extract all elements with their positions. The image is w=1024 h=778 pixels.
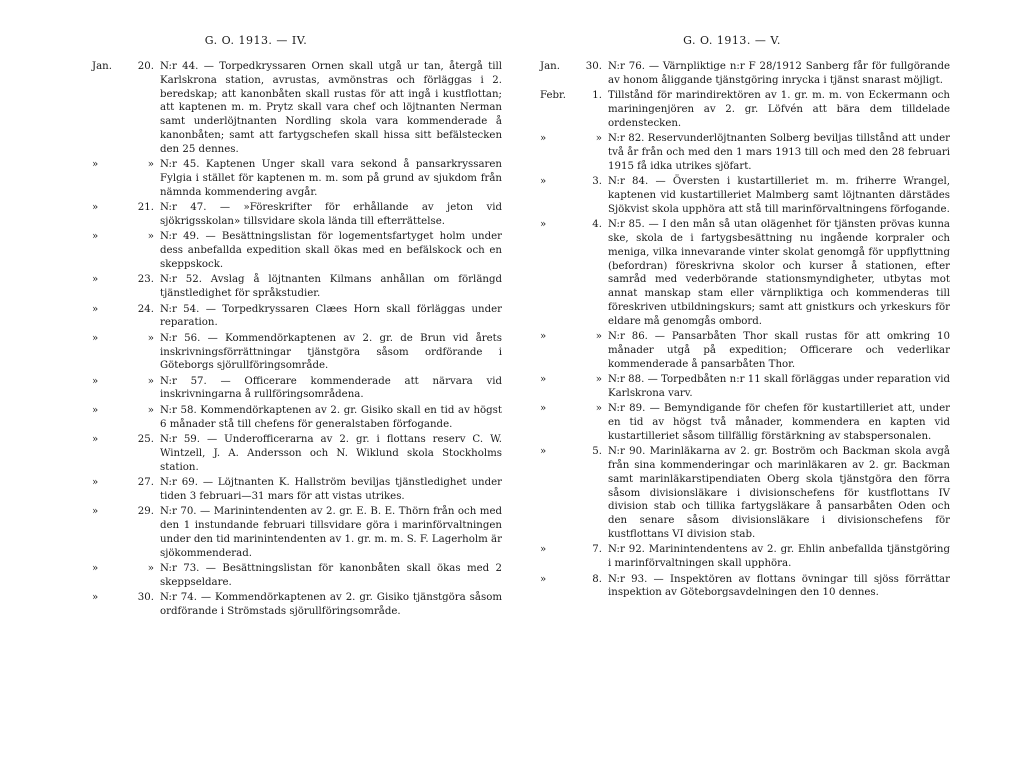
list-item <box>540 132 950 173</box>
entry-text: N:r 54. — Torpedkryssaren Clæes Horn skall förläggas under reparation. <box>160 303 502 329</box>
entry-month: Jan. <box>92 61 112 72</box>
entry-day: » <box>595 403 602 415</box>
list-item <box>540 573 950 601</box>
entry-text: N:r 82. Reservunderlöjtnanten Solberg beviljas tillstånd att under två år från och med den 1 mars 1913 till och med den 28 februari 1915 få idka utrikes sjöfart. <box>608 133 950 172</box>
entry-text: N:r 89. — Bemyndigande för chefen för kustartilleriet att, under en tid av högst två månader, kommendera en kapten vid kustartilleriet såsom tillfällig förstärkning av stabspersonalen. <box>608 403 950 442</box>
entry-day: 30. <box>137 592 154 604</box>
entry-day: » <box>147 332 154 344</box>
entry-month: Jan. <box>540 61 560 72</box>
entry-month: » <box>540 374 547 386</box>
entry-text: N:r 92. Marinintendentens av 2. gr. Ehlin anbefallda tjänstgöring i marinförvaltningen skall upphöra. <box>608 544 950 570</box>
entry-day: 3. <box>592 176 602 188</box>
entry-text: N:r 88. — Torpedbåten n:r 11 skall förläggas under reparation vid Karlskrona varv. <box>608 374 950 399</box>
entry-list <box>540 60 950 602</box>
entry-month: » <box>92 434 99 446</box>
entry-month: » <box>540 403 547 415</box>
entry-text: N:r 70. — Marinintendenten av 2. gr. E. B. E. Thörn från och med den 1 instundande februari tillsvidare göra i marinförvaltningen under den tid marinintendenten av 1. gr. m. m. S. F. Lagerholm är sjökommenderad. <box>160 506 502 559</box>
entry-month: » <box>540 133 547 145</box>
entry-day: 8. <box>592 573 602 585</box>
entry-day: » <box>147 563 154 575</box>
list-item <box>540 445 950 542</box>
list-item <box>540 402 950 443</box>
entry-day: 21. <box>137 202 154 214</box>
entry-month: » <box>92 159 99 171</box>
entry-text: N:r 76. — Värnpliktige n:r F 28/1912 Sanberg får för fullgörande av honom åliggande tjänstgöring inrycka i tjänst snarast möjligt. <box>608 61 950 86</box>
entry-text: N:r 74. — Kommendörkaptenen av 2. gr. Gisiko tjänstgöra såsom ordförande i Strömstads sjörullföringsområde. <box>160 592 502 617</box>
entry-month: » <box>540 176 547 188</box>
entry-day: 27. <box>137 477 154 489</box>
entry-text: N:r 45. Kaptenen Unger skall vara sekond å pansarkryssaren Fylgia i stället för kaptenen m. m. som på grund av sjukdom från nämnda kommendering avgår. <box>160 159 502 198</box>
right-page <box>512 0 1024 778</box>
entry-day: 30. <box>585 61 602 72</box>
page-header: G. O. 1913. — V. <box>683 34 781 47</box>
entry-day: 29. <box>137 506 154 518</box>
entry-text: N:r 86. — Pansarbåten Thor skall rustas för att omkring 10 månader utgå på expedition; Officerare och vederlikar kommenderade å pansarbåten Thor. <box>608 331 950 370</box>
list-item <box>92 476 502 504</box>
list-item <box>540 89 950 130</box>
list-item <box>92 433 502 474</box>
entry-text: N:r 69. — Löjtnanten K. Hallström beviljas tjänstledighet under tiden 3 februari—31 mars för att vistas utrikes. <box>160 477 502 502</box>
list-item <box>92 303 502 331</box>
list-item <box>92 562 502 590</box>
entry-day: » <box>595 133 602 145</box>
entry-day: 23. <box>137 274 154 286</box>
entry-day: » <box>595 374 602 386</box>
entry-text: N:r 90. Marinläkarna av 2. gr. Boström och Backman skola avgå från sina kommenderingar och marinläkaren av 2. gr. Backman samt marinläkarstipendiaten Oberg skola tjänstgöra den förra såsom divisionsläkare i divisionschefens för kustflottans IV division stab och tillika fartygsläkare å pansarbåten Oden och den senare såsom divisionsläkare i divisionschefens för kustflottans VI division stab. <box>608 446 950 541</box>
entry-day: 7. <box>592 544 602 556</box>
entry-month: » <box>92 375 99 387</box>
list-item <box>92 505 502 560</box>
entry-day: 1. <box>592 90 602 102</box>
entry-month: » <box>92 274 99 286</box>
entry-text: N:r 93. — Inspektören av flottans övningar till sjöss förrättar inspektion av Göteborgsavdelningen den 10 dennes. <box>608 573 950 599</box>
entry-day: 25. <box>137 434 154 446</box>
entry-text: N:r 84. — Översten i kustartilleriet m. m. friherre Wrangel, kaptenen vid kustartilleriet Malmberg samt löjtnanten därstädes Sjökvist skola upphöra att stå till marinförvaltningens förfogande. <box>608 176 950 215</box>
entry-month: » <box>540 219 547 231</box>
entry-day: » <box>147 375 154 387</box>
list-item <box>92 404 502 432</box>
entry-day: » <box>595 331 602 343</box>
entry-month: » <box>92 404 99 416</box>
entry-month: » <box>92 332 99 344</box>
entry-text: N:r 59. — Underofficerarna av 2. gr. i flottans reserv C. W. Wintzell, J. A. Andersson och N. Wiklund skola Stockholms station. <box>160 434 502 473</box>
entry-month: Febr. <box>540 90 567 102</box>
entry-text: N:r 57. — Officerare kommenderade att närvara vid inskrivningarna å rullföringsområdena. <box>160 375 502 401</box>
entry-day: » <box>147 159 154 171</box>
list-item <box>92 332 502 373</box>
entry-day: 5. <box>592 446 602 458</box>
page-header: G. O. 1913. — IV. <box>204 34 308 47</box>
entry-text: N:r 56. — Kommendörkaptenen av 2. gr. de Brun vid årets inskrivningsförrättningar tjänstgöra såsom ordförande i Göteborgs sjörullföringsområde. <box>160 332 502 372</box>
list-item <box>92 273 502 301</box>
entry-month: » <box>540 544 547 556</box>
entry-month: » <box>92 202 99 214</box>
list-item <box>540 543 950 571</box>
entry-day: 24. <box>137 303 154 315</box>
entry-text: N:r 85. — I den mån så utan olägenhet för tjänsten prövas kunna ske, skola de i fartygsbesättning nu ingående korpraler och meniga, vilka innevarande vinter skolat genomgå för uppflyttning (befordran) föreskrivna skolor och kurser å stationen, efter samråd med vederbörande stationsmyndigheter, utbytas mot annat manskap stam eller värnpliktiga och kommenderas till föreskriven utbildningskurs; samt att gnistkurs och yrkeskurs för eldare må genomgås ombord. <box>608 219 950 327</box>
list-item <box>540 373 950 401</box>
list-item <box>540 330 950 371</box>
entry-text: N:r 52. Avslag å löjtnanten Kilmans anhållan om förlängd tjänstledighet för språkstudier. <box>160 274 502 300</box>
list-item <box>92 201 502 229</box>
entry-month: » <box>92 303 99 315</box>
entry-day: 4. <box>592 219 602 231</box>
entry-text: N:r 73. — Besättningslistan för kanonbåten skall ökas med 2 skeppseldare. <box>160 563 502 588</box>
entry-text: N:r 58. Kommendörkaptenen av 2. gr. Gisiko skall en tid av högst 6 månader stå till chefens för generalstaben förfogande. <box>160 404 502 430</box>
entry-day: 20. <box>137 61 154 72</box>
entry-text: Tillstånd för marindirektören av 1. gr. m. m. von Eckermann och mariningenjören av 2. gr. Löfvén att bära dem tilldelade ordenstecken. <box>608 90 950 129</box>
entry-text: N:r 47. — »Föreskrifter för erhållande av jeton vid sjökrigsskolan» tillsvidare skola lända till efterrättelse. <box>160 202 502 227</box>
list-item <box>540 60 950 88</box>
list-item <box>92 60 502 157</box>
entry-list <box>92 60 502 620</box>
entry-month: » <box>540 573 547 585</box>
list-item <box>540 175 950 216</box>
entry-month: » <box>92 231 99 243</box>
entry-day: » <box>147 404 154 416</box>
entry-month: » <box>92 563 99 575</box>
entry-text: N:r 44. — Torpedkryssaren Ornen skall utgå ur tan, återgå till Karlskrona station, avrustas, avmönstras och förläggas i 2. beredskap; att kanonbåten skall rustas för att ingå i kustflottan; att kaptenen m. m. Prytz skall vara chef och löjtnanten Nerman samt underlöjtnanten Nordling skola vara kommenderade å kanonbåten; samt att fartygschefen skall hissa sitt befälstecken den 25 dennes. <box>160 61 502 155</box>
list-item <box>92 591 502 619</box>
entry-month: » <box>540 446 547 458</box>
entry-day: » <box>147 231 154 243</box>
entry-text: N:r 49. — Besättningslistan för logementsfartyget holm under dess anbefallda expedition skall ökas med en befälskock och en skeppskock. <box>160 231 502 270</box>
entry-month: » <box>92 506 99 518</box>
entry-month: » <box>92 477 99 489</box>
list-item <box>92 158 502 199</box>
list-item <box>92 230 502 271</box>
entry-month: » <box>92 592 99 604</box>
list-item <box>92 375 502 403</box>
entry-month: » <box>540 331 547 343</box>
list-item <box>540 218 950 328</box>
